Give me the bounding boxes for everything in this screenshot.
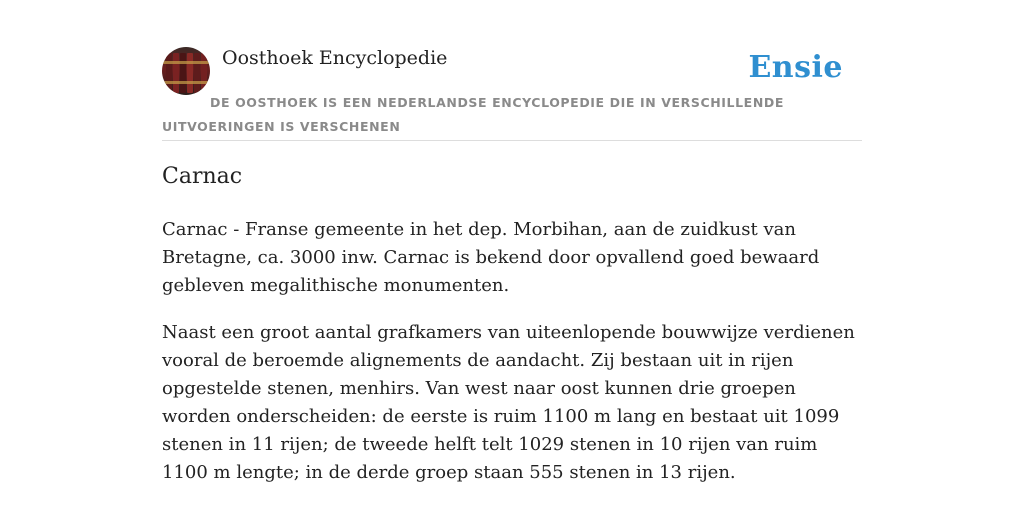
article-paragraph: Naast een groot aantal grafkamers van uiteenlopende bouwwijze verdienen vooral de beroemde alignements de aandacht. Zij bestaan uit in rijen opgestelde stenen, menhirs. Van west naar oost kunnen drie groepen worden onderscheiden: de eerste is ruim 1100 m lang en bestaat uit 1099 stenen in 11 rijen; de tweede helft telt 1029 stenen in 10 rijen van ruim 1100 m lengte; in de derde groep staan 555 stenen in 13 rijen. bbox=[162, 322, 855, 483]
article-paragraph: Carnac - Franse gemeente in het dep. Morbihan, aan de zuidkust van Bretagne, ca. 3000 inw. Carnac is bekend door opvallend goed bewaard gebleven megalithische monumenten. bbox=[162, 219, 820, 296]
publication-tagline: DE OOSTHOEK IS EEN NEDERLANDSE ENCYCLOPEDIE DIE IN VERSCHILLENDE UITVOERINGEN IS VERSCHENEN bbox=[162, 95, 784, 134]
article-body bbox=[162, 216, 867, 506]
encyclopedia-books-icon[interactable] bbox=[162, 47, 210, 95]
article-title: Carnac bbox=[162, 164, 243, 189]
site-header bbox=[162, 46, 862, 141]
publication-name[interactable]: Oosthoek Encyclopedie bbox=[222, 47, 448, 69]
brand-logo[interactable]: Ensie bbox=[748, 50, 843, 85]
